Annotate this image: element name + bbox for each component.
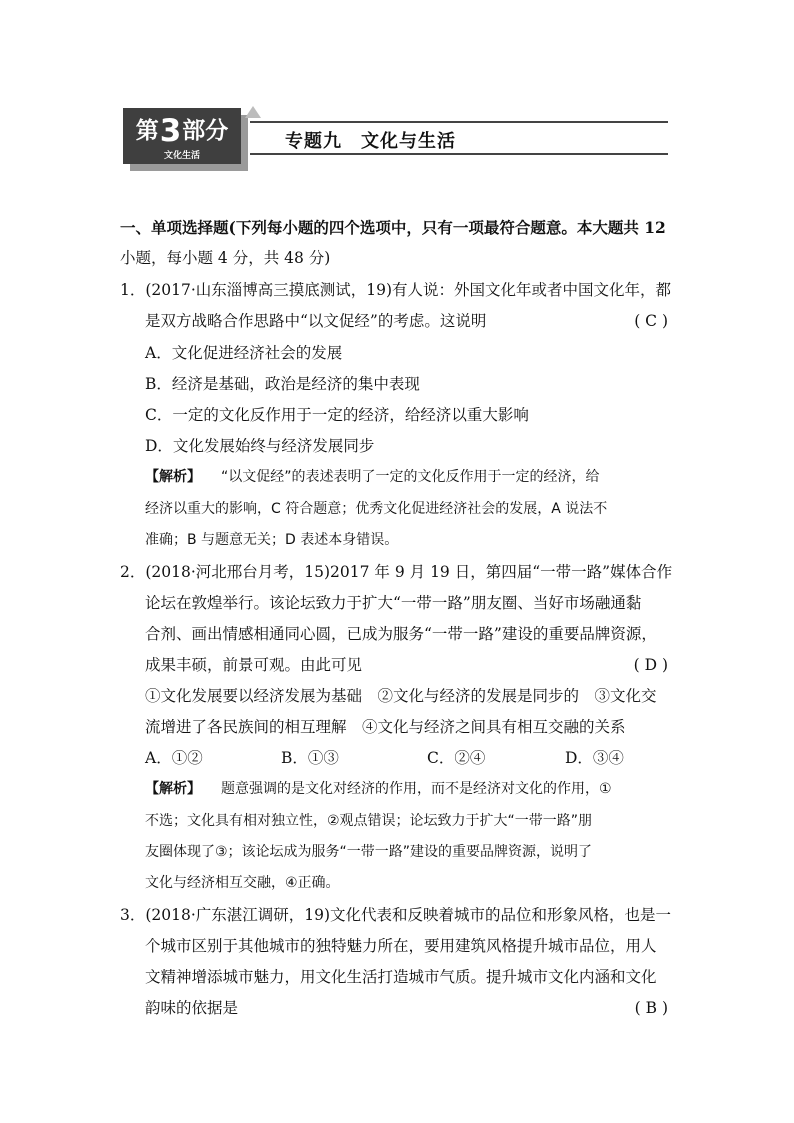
section-heading-line1: 一、单项选择题(下列每小题的四个选项中，只有一项最符合题意。本大题共 12 xyxy=(120,218,666,237)
q2-statements-line2: 流增进了各民族间的相互理解 ④文化与经济之间具有相互交融的关系 xyxy=(145,718,626,736)
header-rule-bottom xyxy=(250,153,668,155)
q2-stem-line1: 2．(2018·河北邢台月考，15)2017 年 9 月 19 日，第四届“一带一路”媒体合作 xyxy=(120,563,673,581)
q3-answer: ( B ) xyxy=(634,999,668,1017)
q1-explanation-text1: “以文促经”的表述表明了一定的文化反作用于一定的经济，给 xyxy=(221,469,600,485)
q2-explanation-line3: 友圈体现了③；该论坛成为服务“一带一路”建设的重要品牌资源，说明了 xyxy=(145,844,593,860)
q2-stem-line3: 合剂、画出情感相通同心圆，已成为服务“一带一路”建设的重要品牌资源， xyxy=(145,625,657,643)
q3-stem-line3: 文精神增添城市魅力，用文化生活打造城市气质。提升城市文化内涵和文化 xyxy=(145,968,657,986)
q1-explanation-line2: 经济以重大的影响，C 符合题意；优秀文化促进经济社会的发展，A 说法不 xyxy=(145,501,608,517)
q2-options-row xyxy=(145,748,665,768)
q2-statements-line1: ①文化发展要以经济发展为基础 ②文化与经济的发展是同步的 ③文化交 xyxy=(145,687,657,705)
q2-option-c: C．②④ xyxy=(427,749,486,767)
q3-stem-line4: 韵味的依据是 xyxy=(145,999,239,1017)
q2-option-a: A．①② xyxy=(145,749,203,767)
badge-subtitle: 文化生活 xyxy=(163,151,200,161)
badge-box xyxy=(123,108,241,164)
q1-option-a: A．文化促进经济社会的发展 xyxy=(145,344,343,362)
q2-explanation-line2: 不选；文化具有相对独立性，②观点错误；论坛致力于扩大“一带一路”朋 xyxy=(145,813,593,829)
q2-stem-line2: 论坛在敦煌举行。该论坛致力于扩大“一带一路”朋友圈、当好市场融通黏 xyxy=(145,594,642,612)
q1-stem-line2: 是双方战略合作思路中“以文促经”的考虑。这说明 xyxy=(145,312,487,330)
q3-stem-line1: 3．(2018·广东湛江调研，19)文化代表和反映着城市的品位和形象风格，也是一 xyxy=(120,906,672,924)
q2-option-d: D．③④ xyxy=(565,749,624,767)
q2-stem-line4: 成果丰硕，前景可观。由此可见 xyxy=(145,656,363,674)
badge-post: 部分 xyxy=(182,118,229,144)
section-heading-line2: 小题，每小题 4 分，共 48 分) xyxy=(120,249,331,267)
q2-explanation-tag: 【解析】 xyxy=(145,781,201,797)
q2-explanation-line4: 文化与经济相互交融，④正确。 xyxy=(145,875,340,891)
q1-explanation-tag: 【解析】 xyxy=(145,469,201,485)
q1-option-c: C．一定的文化反作用于一定的经济，给经济以重大影响 xyxy=(145,406,529,424)
q3-stem-line2: 个城市区别于其他城市的独特魅力所在，要用建筑风格提升城市品位，用人 xyxy=(145,937,657,955)
header-rule-top xyxy=(250,121,668,123)
badge-num: 3 xyxy=(159,113,182,149)
q2-explanation-line1 xyxy=(145,779,612,799)
q2-answer: ( D ) xyxy=(633,656,668,674)
badge-pre: 第 xyxy=(135,118,159,144)
q1-explanation-line1 xyxy=(145,467,600,487)
q2-option-b: B．①③ xyxy=(281,749,339,767)
q1-option-b: B．经济是基础，政治是经济的集中表现 xyxy=(145,375,420,393)
part-badge xyxy=(123,108,245,166)
topic-title: 专题九 文化与生活 xyxy=(285,131,456,152)
q1-option-d: D．文化发展始终与经济发展同步 xyxy=(145,437,375,455)
badge-part-number xyxy=(123,112,241,149)
q1-explanation-line3: 准确；B 与题意无关；D 表述本身错误。 xyxy=(145,532,399,548)
q1-answer: ( C ) xyxy=(634,312,668,330)
header-triangle xyxy=(245,106,261,118)
q1-stem-line1: 1．(2017·山东淄博高三摸底测试，19)有人说：外国文化年或者中国文化年，都 xyxy=(120,281,672,299)
q2-explanation-text1: 题意强调的是文化对经济的作用，而不是经济对文化的作用，① xyxy=(221,781,612,797)
